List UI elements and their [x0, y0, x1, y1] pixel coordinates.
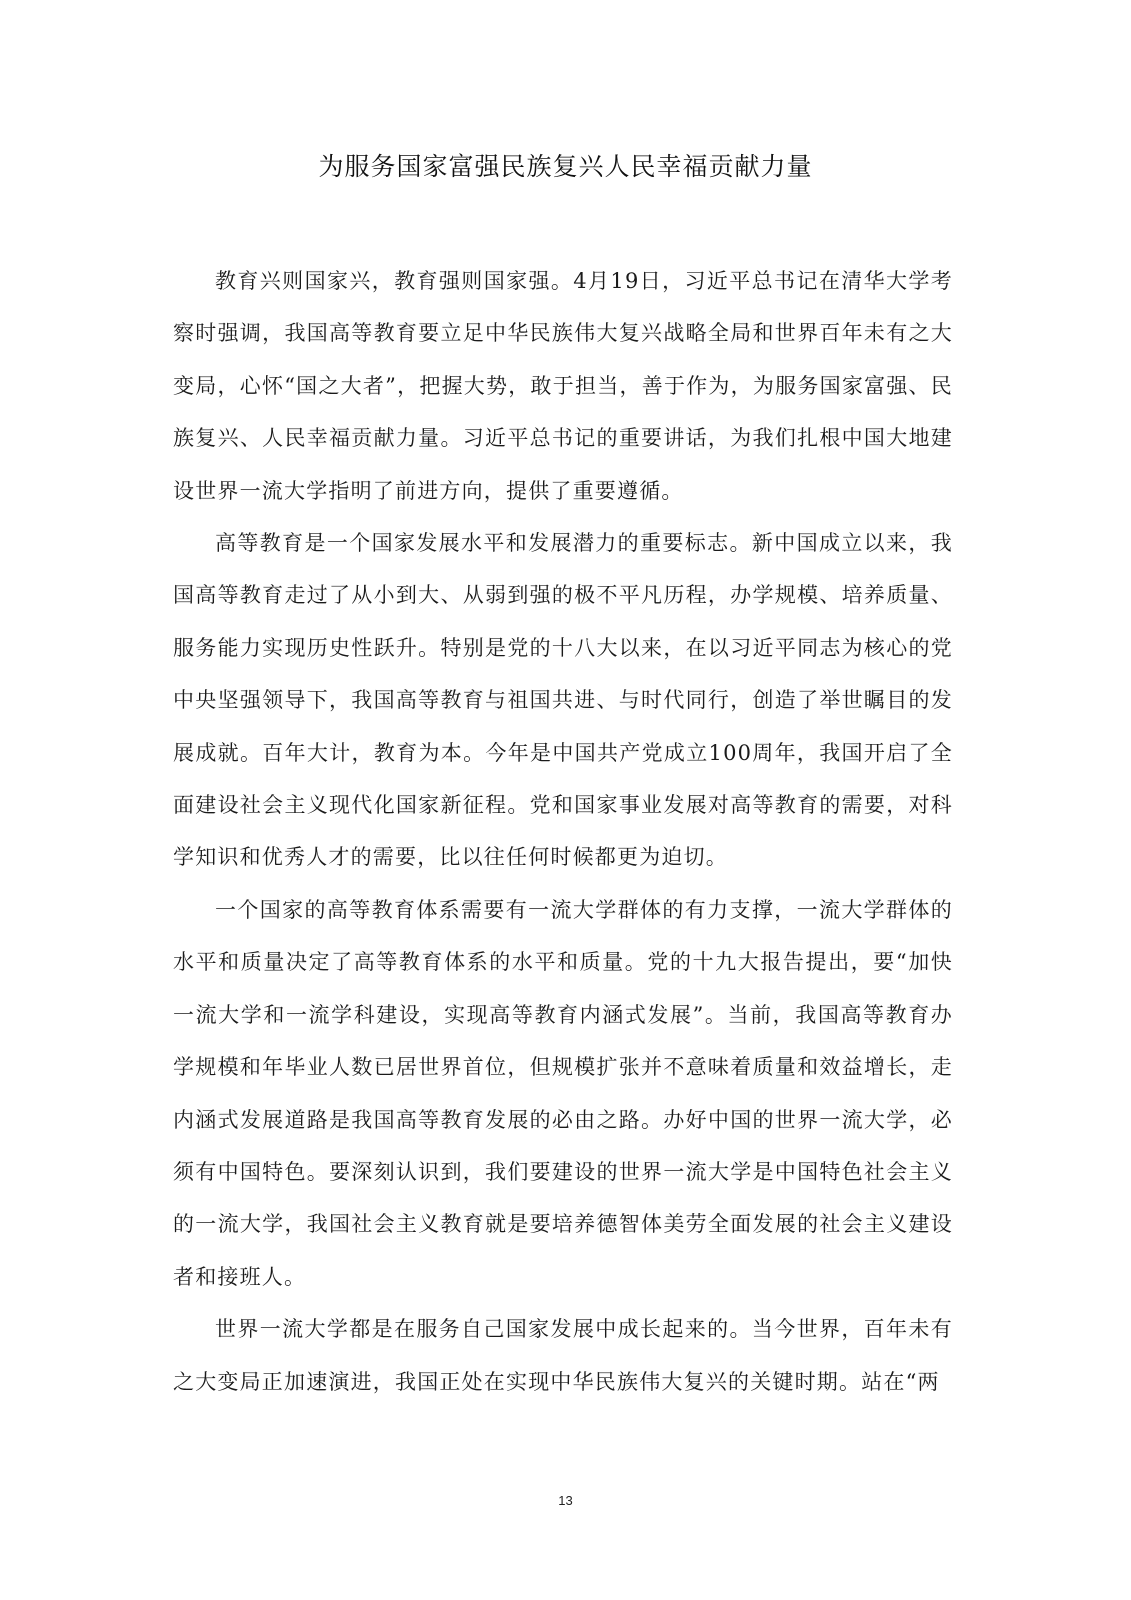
- paragraph-2: 高等教育是一个国家发展水平和发展潜力的重要标志。新中国成立以来，我国高等教育走过了从小到大、从弱到强的极不平凡历程，办学规模、培养质量、服务能力实现历史性跃升。特别是党的十八大以来，在以习近平同志为核心的党中央坚强领导下，我国高等教育与祖国共进、与时代同行，创造了举世瞩目的发展成就。百年大计，教育为本。今年是中国共产党成立100周年，我国开启了全面建设社会主义现代化国家新征程。党和国家事业发展对高等教育的需要，对科学知识和优秀人才的需要，比以往任何时候都更为迫切。: [173, 531, 953, 870]
- paragraph-4: 世界一流大学都是在服务自己国家发展中成长起来的。当今世界，百年未有之大变局正加速演进，我国正处在实现中华民族伟大复兴的关键时期。站在“两: [173, 1317, 953, 1394]
- paragraph-1: 教育兴则国家兴，教育强则国家强。4月19日，习近平总书记在清华大学考察时强调，我国高等教育要立足中华民族伟大复兴战略全局和世界百年未有之大变局，心怀“国之大者”，把握大势，敢于担当，善于作为，为服务国家富强、民族复兴、人民幸福贡献力量。习近平总书记的重要讲话，为我们扎根中国大地建设世界一流大学指明了前进方向，提供了重要遵循。: [173, 269, 953, 503]
- paragraph-3: 一个国家的高等教育体系需要有一流大学群体的有力支撑，一流大学群体的水平和质量决定了高等教育体系的水平和质量。党的十九大报告提出，要“加快一流大学和一流学科建设，实现高等教育内涵式发展”。当前，我国高等教育办学规模和年毕业人数已居世界首位，但规模扩张并不意味着质量和效益增长，走内涵式发展道路是我国高等教育发展的必由之路。办好中国的世界一流大学，必须有中国特色。要深刻认识到，我们要建设的世界一流大学是中国特色社会主义的一流大学，我国社会主义教育就是要培养德智体美劳全面发展的社会主义建设者和接班人。: [173, 897, 953, 1289]
- article-body: [173, 255, 953, 1408]
- article-title: 为服务国家富强民族复兴人民幸福贡献力量: [318, 152, 813, 181]
- page-number: 13: [558, 1493, 573, 1508]
